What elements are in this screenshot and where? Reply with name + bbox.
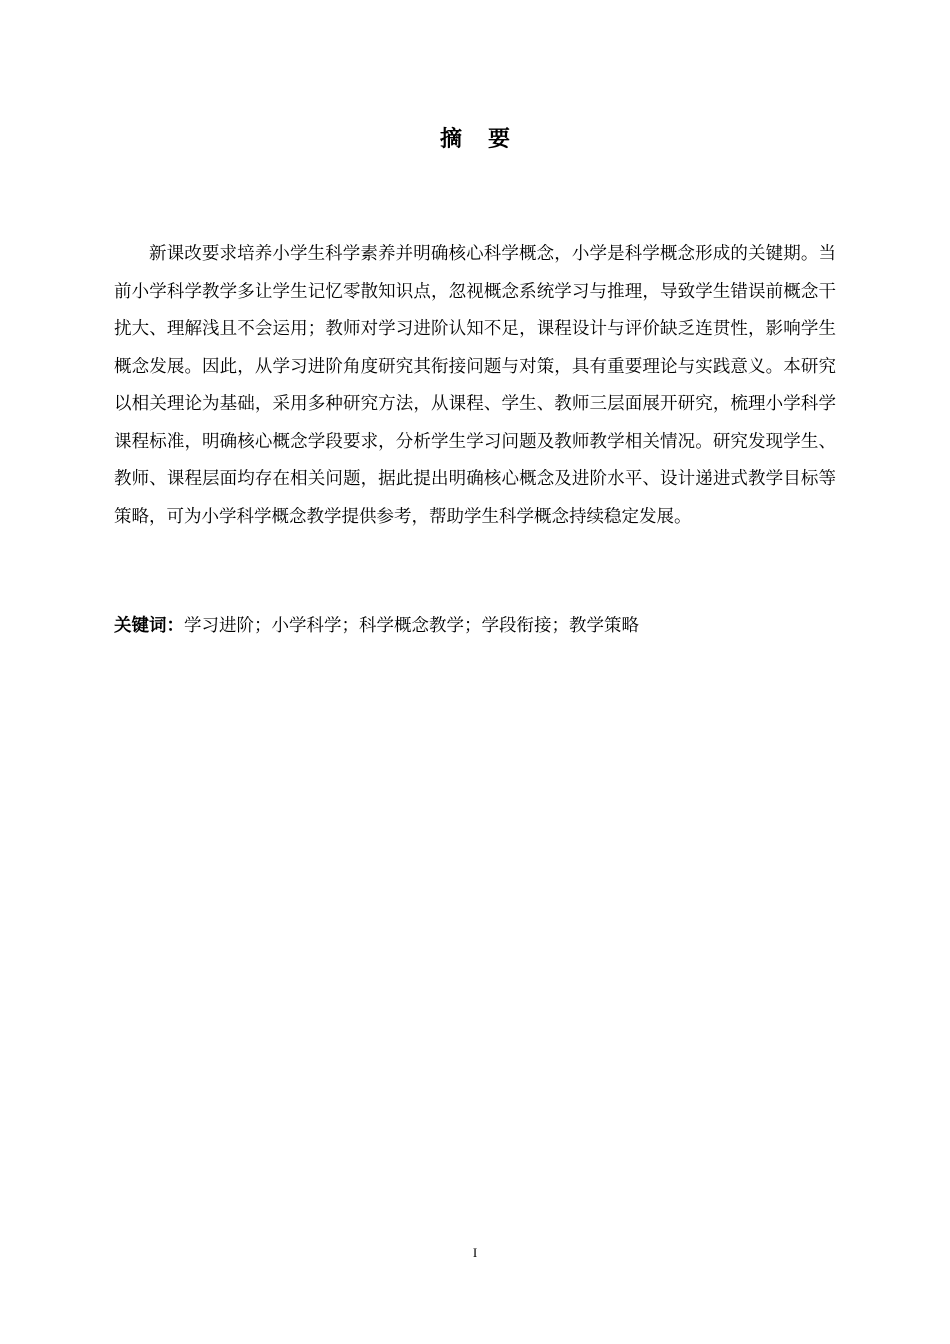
keywords-line [114, 611, 836, 641]
page-title: 摘要 [439, 127, 536, 152]
page-number: I [472, 1245, 478, 1260]
keywords-label: 关键词： [114, 616, 184, 636]
keywords-text: 学习进阶；小学科学；科学概念教学；学段衔接；教学策略 [184, 616, 639, 636]
abstract-paragraph: 新课改要求培养小学生科学素养并明确核心科学概念，小学是科学概念形成的关键期。当前小学科学教学多让学生记忆零散知识点，忽视概念系统学习与推理，导致学生错误前概念干扰大、理解浅且不会运用；教师对学习进阶认知不足，课程设计与评价缺乏连贯性，影响学生概念发展。因此，从学习进阶角度研究其衔接问题与对策，具有重要理论与实践意义。本研究以相关理论为基础，采用多种研究方法，从课程、学生、教师三层面展开研究，梳理小学科学课程标准，明确核心概念学段要求，分析学生学习问题及教师教学相关情况。研究发现学生、教师、课程层面均存在相关问题，据此提出明确核心概念及进阶水平、设计递进式教学目标等策略，可为小学科学概念教学提供参考，帮助学生科学概念持续稳定发展。 [114, 244, 836, 527]
